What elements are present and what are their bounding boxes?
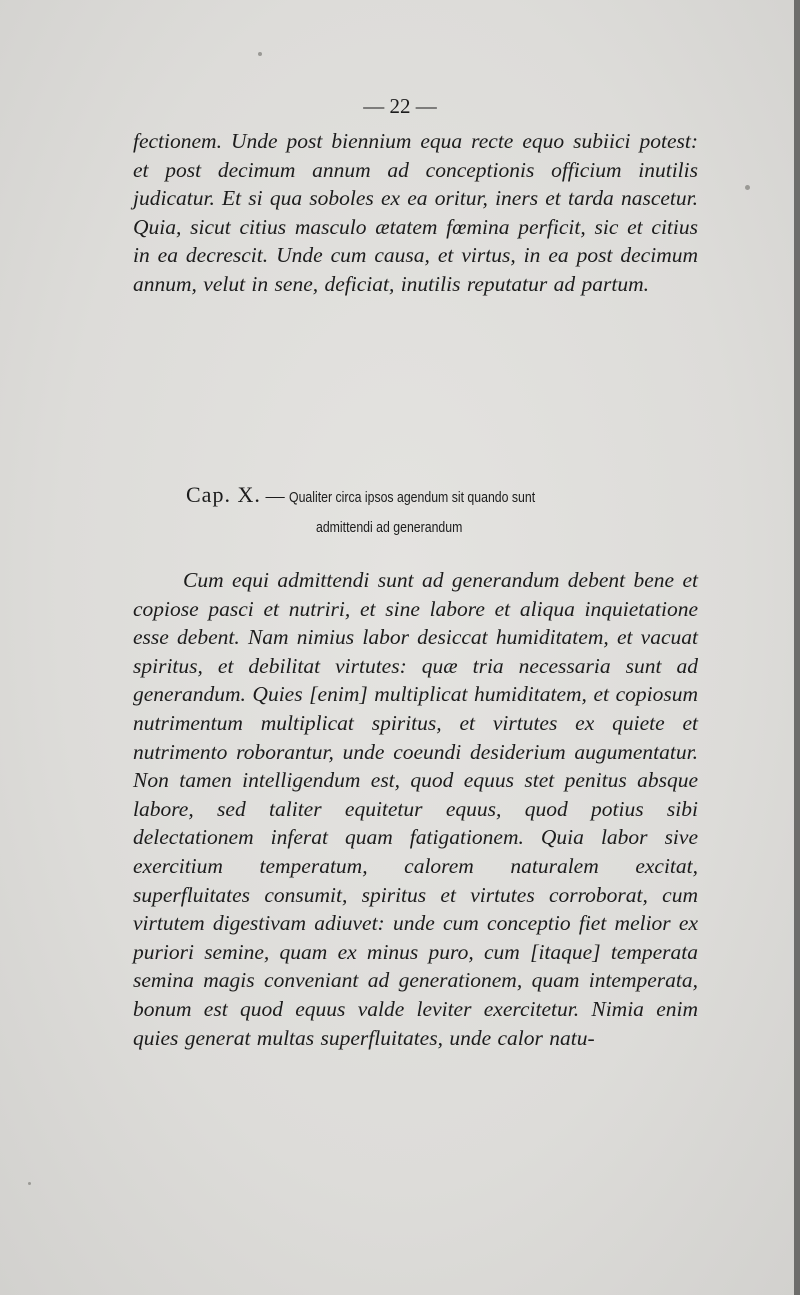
paper-speck [28,1182,31,1185]
paper-speck [745,185,750,190]
chapter-heading [133,482,698,541]
paragraph-continuation: fectionem. Unde post biennium equa recte equo subiici potest: et post decimum annum ad conceptionis officium inutilis judicatur. Et si qua soboles ex ea oritur, iners et tarda nascetur. Quia, sicut citius masculo ætatem fœmina perficit, sic et citius in ea decrescit. Unde cum causa, et virtus, in ea post decimum annum, velut in sene, deficiat, inutilis reputatur ad partum. [133,129,698,296]
chapter-dash: — [265,486,285,507]
chapter-label: Cap. X. [186,482,261,507]
paper-speck [258,52,262,56]
page-edge-shadow [794,0,800,1295]
page-number: — 22 — [363,94,437,118]
paragraph-main: Cum equi admittendi sunt ad generandum debent bene et copiose pasci et nutriri, et sine labore et aliqua inquietatione esse debent. Nam nimius labor desiccat humiditatem, et vacuat spiritus, et debilitat virtutes: quæ tria necessaria sunt ad generandum. Quies [enim] multiplicat humiditatem, et copiosum nutrimentum multiplicat spiritus, et virtutes ex quiete et nutrimento roborantur, unde coeundi desiderium augumentatur. Non tamen intelligendum est, quod equus stet penitus absque labore, sed taliter equitetur equus, quod potius sibi delectationem inferat quam fatigationem. Quia labor sive exercitium temperatum, calorem naturalem excitat, superfluitates consumit, spiritus et virtutes corroborat, cum virtutem digestivam adiuvet: unde cum conceptio fiet melior ex puriori semine, quam ex minus puro, cum [itaque] temperata semina magis conveniant ad generationem, quam intemperata, bonum est quod equus valde leviter exercitetur. Nimia enim quies generat multas superfluitates, unde calor natu- [133,568,698,1050]
chapter-title-line2: admittendi ad generandum [316,519,463,536]
chapter-title-line1: Qualiter circa ipsos agendum sit quando sunt [289,489,536,506]
